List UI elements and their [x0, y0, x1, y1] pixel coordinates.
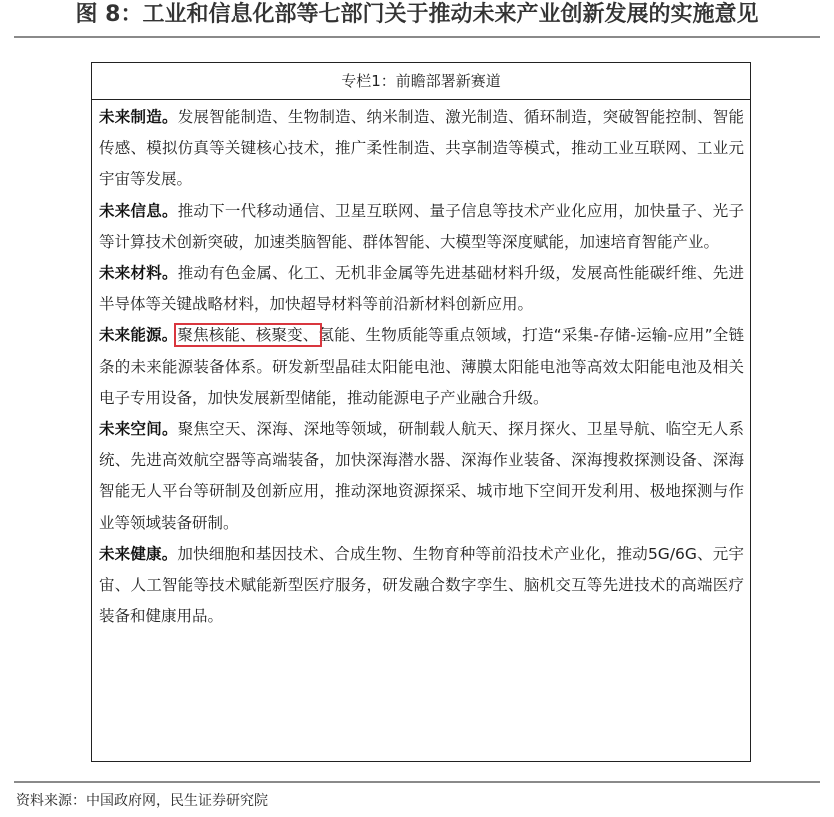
section-future-manufacturing	[99, 102, 744, 196]
section-future-space	[99, 414, 744, 539]
section-heading: 未来制造。	[99, 108, 178, 126]
highlighted-phrase: 聚焦核能、核聚变、	[177, 326, 319, 345]
section-text: 推动下一代移动通信、卫星互联网、量子信息等技术产业化应用，加快量子、光子等计算技术创新突破，加速类脑智能、群体智能、大模型等深度赋能，加速培育智能产业。	[99, 201, 744, 251]
section-future-materials	[99, 258, 744, 320]
section-text: 聚焦空天、深海、深地等领域，研制载人航天、探月探火、卫星导航、临空无人系统、先进高效航空器等高端装备，加快深海潜水器、深海作业装备、深海搜救探测设备、深海智能无人平台等研制及创新应用，推动深地资源探采、城市地下空间开发利用、极地探测与作业等领域装备研制。	[99, 420, 744, 532]
section-heading: 未来材料。	[99, 264, 178, 283]
source-note: 资料来源：中国政府网，民生证券研究院	[16, 793, 268, 809]
section-future-information	[99, 196, 744, 258]
footer-divider	[14, 781, 820, 783]
section-future-energy	[99, 320, 744, 414]
section-text: 氢能、生物质能等重点领域，打造“采集-存储-运输-应用”全链条的未来能源装备体系。研发新型晶硅太阳能电池、薄膜太阳能电池等高效太阳能电池及相关电子专用设备，加快发展新型储能，推动能源电子产业融合升级。	[99, 326, 744, 407]
section-future-health	[99, 539, 744, 633]
column-box	[91, 62, 751, 762]
figure-title: 图 8：工业和信息化部等七部门关于推动未来产业创新发展的实施意见	[75, 2, 759, 27]
title-divider	[14, 36, 820, 38]
section-heading: 未来健康。	[99, 544, 178, 563]
section-heading: 未来信息。	[99, 201, 178, 220]
section-text: 发展智能制造、生物制造、纳米制造、激光制造、循环制造，突破智能控制、智能传感、模拟仿真等关键核心技术，推广柔性制造、共享制造等模式，推动工业互联网、工业元宇宙等发展。	[99, 108, 744, 189]
section-heading: 未来能源。	[99, 326, 178, 345]
section-text: 推动有色金属、化工、无机非金属等先进基础材料升级，发展高性能碳纤维、先进半导体等关键战略材料，加快超导材料等前沿新材料创新应用。	[99, 264, 744, 314]
section-text: 加快细胞和基因技术、合成生物、生物育种等前沿技术产业化，推动5G/6G、元宇宙、人工智能等技术赋能新型医疗服务，研发融合数字孪生、脑机交互等先进技术的高端医疗装备和健康用品。	[99, 544, 744, 626]
column-body	[92, 100, 750, 632]
column-header: 专栏1：前瞻部署新赛道	[92, 63, 750, 100]
section-heading: 未来空间。	[99, 420, 178, 439]
